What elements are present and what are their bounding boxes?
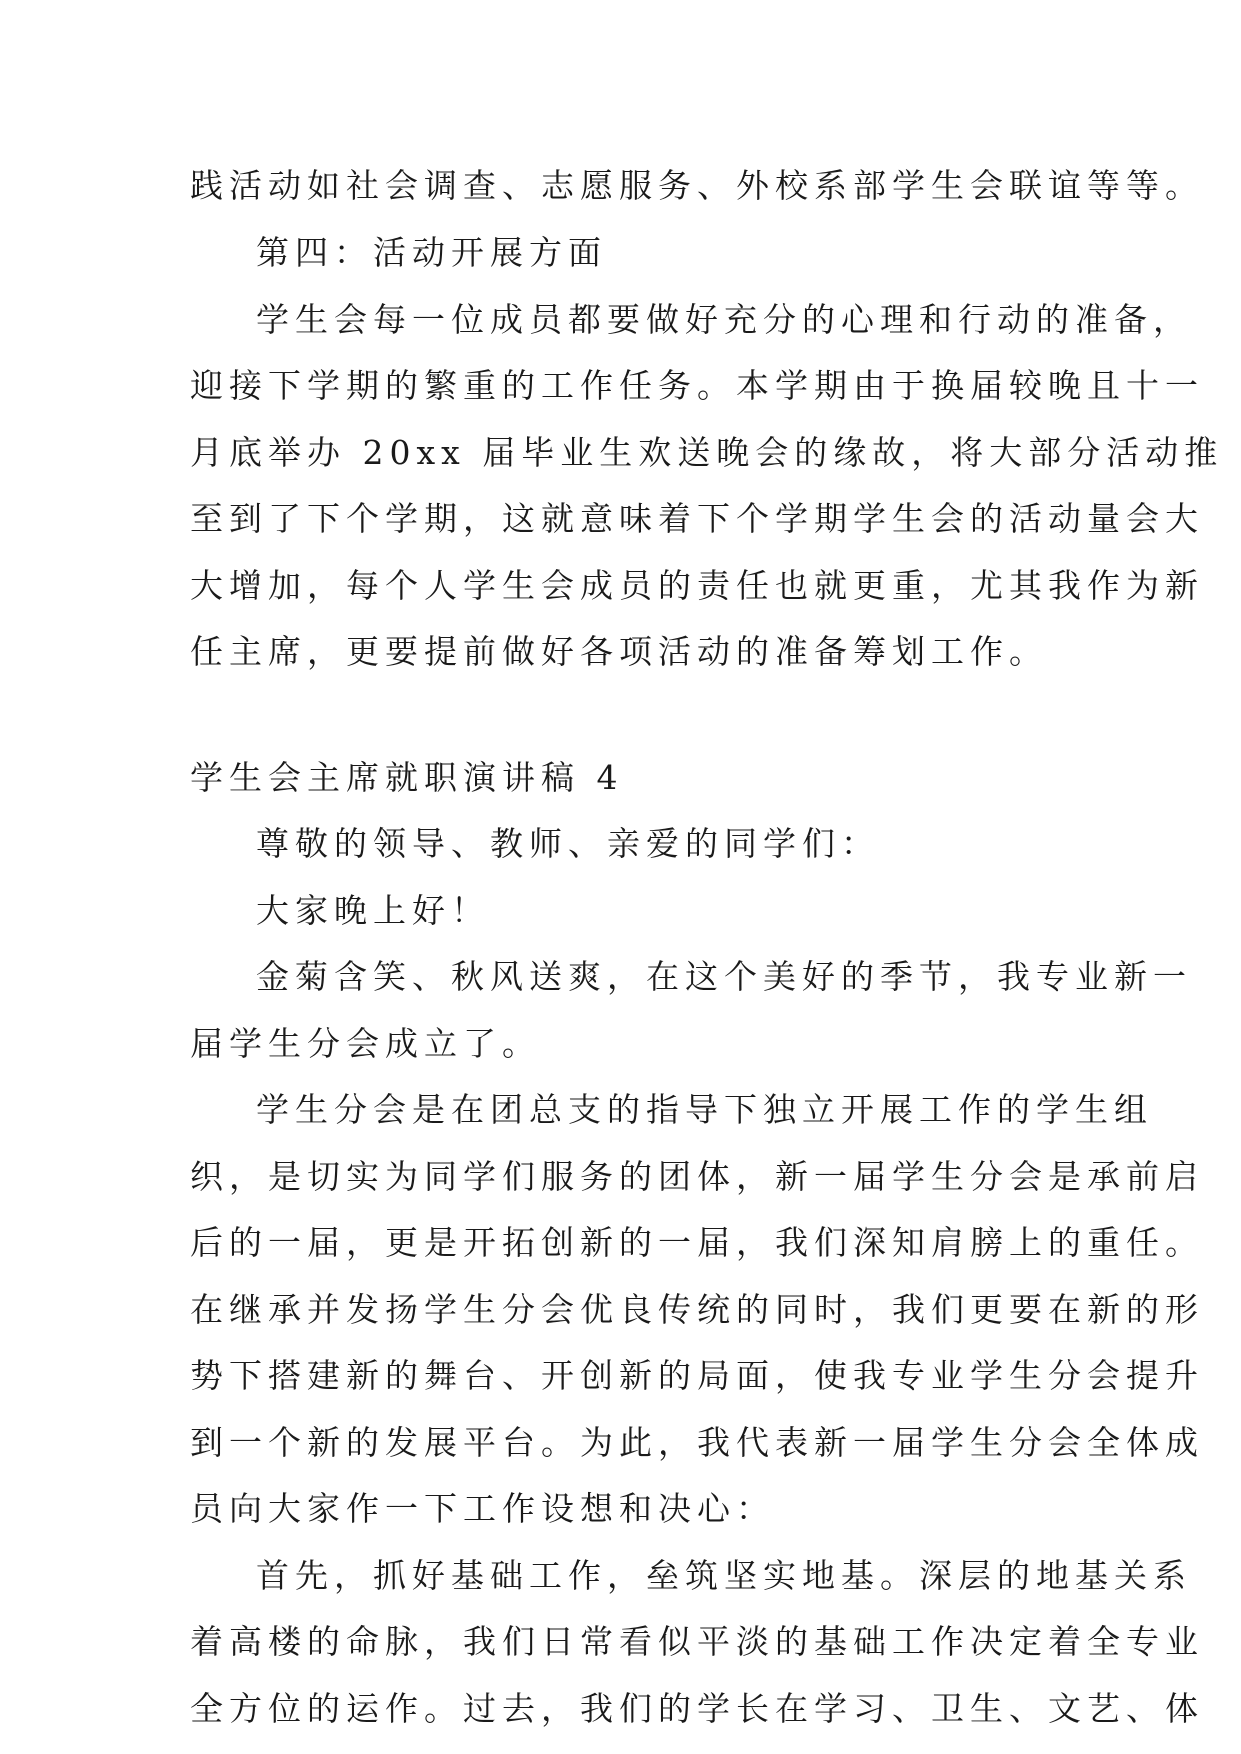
paragraph-line: 在继承并发扬学生分会优良传统的同时，我们更要在新的形 bbox=[190, 1290, 1204, 1329]
paragraph-line: 学生分会是在团总支的指导下独立开展工作的学生组 bbox=[256, 1090, 1153, 1129]
paragraph-line: 届学生分会成立了。 bbox=[190, 1024, 541, 1063]
paragraph-line: 月底举办 20xx 届毕业生欢送晚会的缘故，将大部分活动推 bbox=[190, 433, 1224, 472]
paragraph-line: 首先，抓好基础工作，垒筑坚实地基。深层的地基关系 bbox=[256, 1556, 1192, 1595]
paragraph-line: 织，是切实为同学们服务的团体，新一届学生分会是承前启 bbox=[190, 1157, 1204, 1196]
paragraph-line: 学生会每一位成员都要做好充分的心理和行动的准备， bbox=[256, 300, 1192, 339]
paragraph-line: 任主席，更要提前做好各项活动的准备筹划工作。 bbox=[190, 632, 1048, 671]
paragraph-line: 践活动如社会调查、志愿服务、外校系部学生会联谊等等。 bbox=[190, 166, 1204, 205]
greeting-line: 尊敬的领导、教师、亲爱的同学们： bbox=[256, 824, 880, 863]
paragraph-line: 迎接下学期的繁重的工作任务。本学期由于换届较晚且十一 bbox=[190, 366, 1204, 405]
paragraph-line: 着高楼的命脉，我们日常看似平淡的基础工作决定着全专业 bbox=[190, 1622, 1204, 1661]
section-heading: 第四：活动开展方面 bbox=[256, 233, 607, 272]
greeting-line: 大家晚上好！ bbox=[256, 891, 490, 930]
paragraph-line: 大增加，每个人学生会成员的责任也就更重，尤其我作为新 bbox=[190, 566, 1204, 605]
paragraph-line: 后的一届，更是开拓创新的一届，我们深知肩膀上的重任。 bbox=[190, 1223, 1204, 1262]
paragraph-line: 到一个新的发展平台。为此，我代表新一届学生分会全体成 bbox=[190, 1423, 1204, 1462]
paragraph-line: 金菊含笑、秋风送爽，在这个美好的季节，我专业新一 bbox=[256, 957, 1192, 996]
paragraph-line: 至到了下个学期，这就意味着下个学期学生会的活动量会大 bbox=[190, 499, 1204, 538]
paragraph-line: 势下搭建新的舞台、开创新的局面，使我专业学生分会提升 bbox=[190, 1356, 1204, 1395]
document-title: 学生会主席就职演讲稿 4 bbox=[190, 758, 624, 797]
paragraph-line: 员向大家作一下工作设想和决心： bbox=[190, 1489, 775, 1528]
paragraph-line: 全方位的运作。过去，我们的学长在学习、卫生、文艺、体 bbox=[190, 1689, 1204, 1728]
